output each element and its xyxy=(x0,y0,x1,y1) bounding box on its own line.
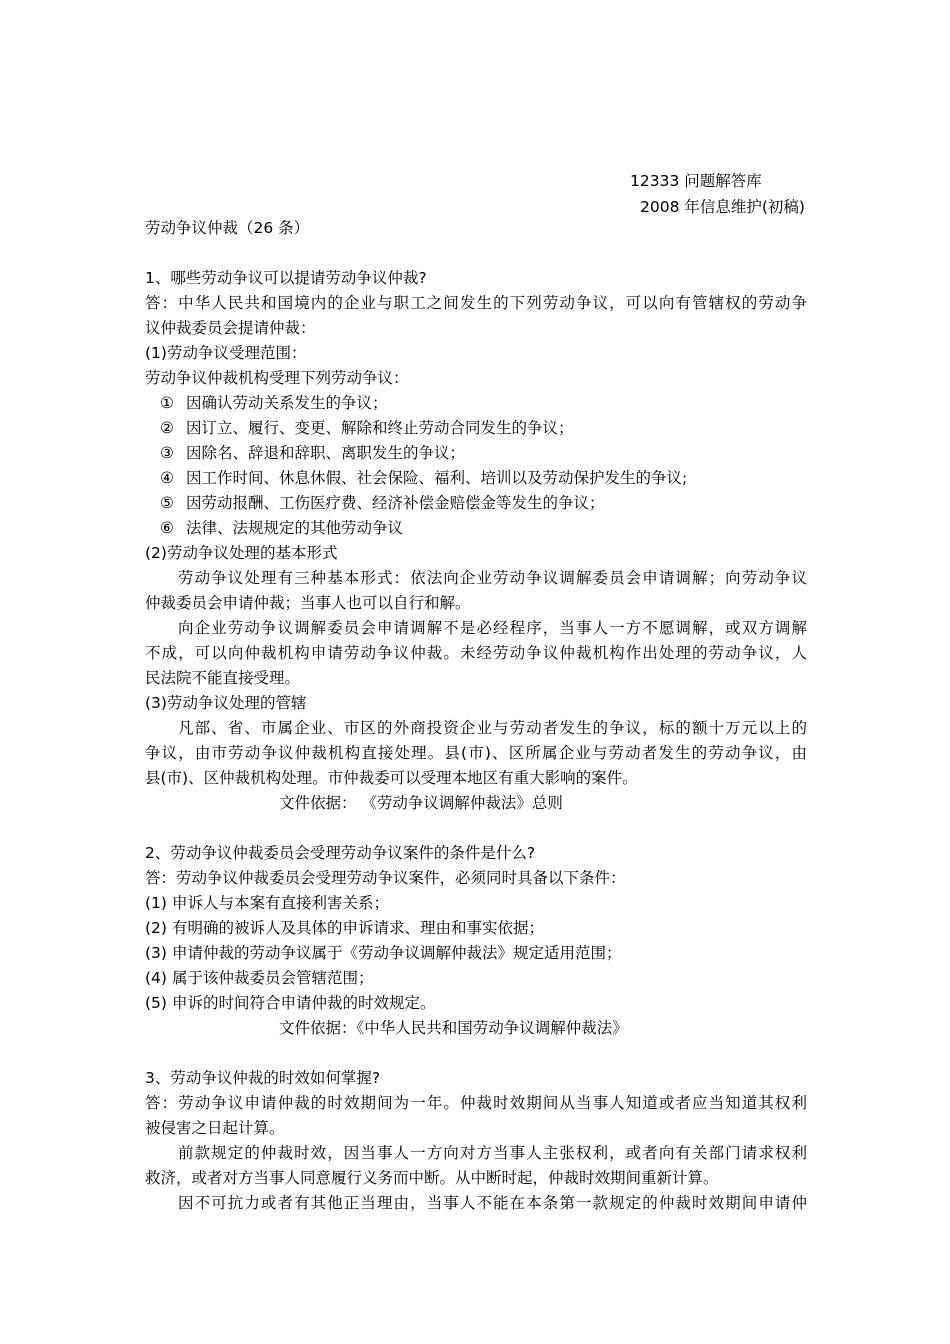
list-item-number: ⑥ xyxy=(160,519,174,537)
list-item-text: 因订立、履行、变更、解除和终止劳动合同发生的争议； xyxy=(186,419,574,437)
list-item-text: 申请仲裁的劳动争议属于《劳动争议调解仲裁法》规定适用范围； xyxy=(172,944,622,962)
list-item xyxy=(160,443,465,463)
q3-answer-line1: 答：劳动争议申请仲裁的时效期间为一年。仲裁时效期间从当事人知道或者应当知道其权利 xyxy=(145,1094,807,1112)
list-item xyxy=(160,418,574,438)
list-item xyxy=(160,518,403,538)
q2-document-basis: 文件依据：《中华人民共和国劳动争议调解仲裁法》 xyxy=(279,1019,628,1037)
q1-sub3-para-line3: 县(市)、区仲裁机构处理。市仲裁委可以受理本地区有重大影响的案件。 xyxy=(145,769,638,787)
list-item-text: 申诉的时间符合申请仲裁的时效规定。 xyxy=(172,994,436,1012)
list-item-number: ② xyxy=(160,419,174,437)
list-item xyxy=(145,968,374,988)
list-item-number: ④ xyxy=(160,469,174,487)
list-item-text: 因确认劳动关系发生的争议； xyxy=(186,394,388,412)
list-item-number: (5) xyxy=(145,994,167,1012)
list-item xyxy=(160,493,605,513)
q3-answer-line2: 被侵害之日起计算。 xyxy=(145,1119,285,1137)
list-item-text: 因除名、辞退和辞职、离职发生的争议； xyxy=(186,444,466,462)
list-item-number: (2) xyxy=(145,919,167,937)
list-item xyxy=(145,918,544,938)
q1-sub3-para-line2: 争议，由市劳动争议仲裁机构直接处理。县(市)、区所属企业与劳动者发生的劳动争议，由 xyxy=(145,744,807,762)
list-item xyxy=(160,468,687,488)
q1-sub3-heading: (3)劳动争议处理的管辖 xyxy=(145,694,307,712)
list-item-number: ① xyxy=(160,394,174,412)
q1-sub2-para1-line1: 劳动争议处理有三种基本形式：依法向企业劳动争议调解委员会申请调解；向劳动争议 xyxy=(178,569,807,587)
list-item-text: 有明确的被诉人及具体的申诉请求、理由和事实依据； xyxy=(172,919,545,937)
list-item-text: 法律、法规规定的其他劳动争议 xyxy=(186,519,404,537)
list-item xyxy=(145,893,389,913)
list-item xyxy=(145,993,436,1013)
q2-answer: 答：劳动争议仲裁委员会受理劳动争议案件，必须同时具备以下条件： xyxy=(145,869,626,887)
list-item-text: 申诉人与本案有直接利害关系； xyxy=(172,894,390,912)
q2-question: 2、劳动争议仲裁委员会受理劳动争议案件的条件是什么? xyxy=(145,844,536,862)
list-item xyxy=(145,943,622,963)
q1-sub2-para2-line3: 民法院不能直接受理。 xyxy=(145,669,301,687)
q3-para3-line1: 因不可抗力或者有其他正当理由，当事人不能在本条第一款规定的仲裁时效期间申请仲 xyxy=(178,1194,807,1212)
q1-sub2-para1-line2: 仲裁委员会申请仲裁；当事人也可以自行和解。 xyxy=(145,594,471,612)
list-item-number: ③ xyxy=(160,444,174,462)
list-item-number: (4) xyxy=(145,969,167,987)
header-library-title: 12333 问题解答库 xyxy=(630,172,762,190)
q1-sub1-intro: 劳动争议仲裁机构受理下列劳动争议： xyxy=(145,369,409,387)
list-item-number: (3) xyxy=(145,944,167,962)
list-item xyxy=(160,393,388,413)
list-item-text: 属于该仲裁委员会管辖范围； xyxy=(172,969,374,987)
q1-sub3-para-line1: 凡部、省、市属企业、市区的外商投资企业与劳动者发生的争议，标的额十万元以上的 xyxy=(178,719,807,737)
q1-sub1-heading: (1)劳动争议受理范围： xyxy=(145,344,307,362)
q1-sub2-heading: (2)劳动争议处理的基本形式 xyxy=(145,544,338,562)
document-title: 劳动争议仲裁（26 条） xyxy=(145,219,310,237)
q3-para2-line2: 救济，或者对方当事人同意履行义务而中断。从中断时起，仲裁时效期间重新计算。 xyxy=(145,1169,719,1187)
q1-question: 1、哪些劳动争议可以提请劳动争议仲裁? xyxy=(145,269,427,287)
q1-sub2-para2-line1: 向企业劳动争议调解委员会申请调解不是必经程序，当事人一方不愿调解，或双方调解 xyxy=(178,619,807,637)
header-version: 2008 年信息维护(初稿) xyxy=(640,198,805,216)
list-item-number: (1) xyxy=(145,894,167,912)
q3-question: 3、劳动争议仲裁的时效如何掌握? xyxy=(145,1069,381,1087)
q1-document-basis: 文件依据： 《劳动争议调解仲裁法》总则 xyxy=(279,794,563,812)
q1-sub2-para2-line2: 不成，可以向仲裁机构申请劳动争议仲裁。未经劳动争议仲裁机构作出处理的劳动争议，人 xyxy=(145,644,807,662)
list-item-number: ⑤ xyxy=(160,494,174,512)
q3-para2-line1: 前款规定的仲裁时效，因当事人一方向对方当事人主张权利，或者向有关部门请求权利 xyxy=(178,1144,807,1162)
q1-answer-line2: 议仲裁委员会提请仲裁： xyxy=(145,319,316,337)
q1-answer-line1: 答：中华人民共和国境内的企业与职工之间发生的下列劳动争议，可以向有管辖权的劳动争 xyxy=(145,294,807,312)
list-item-text: 因工作时间、休息休假、社会保险、福利、培训以及劳动保护发生的争议; xyxy=(186,469,688,487)
list-item-text: 因劳动报酬、工伤医疗费、经济补偿金赔偿金等发生的争议； xyxy=(186,494,605,512)
